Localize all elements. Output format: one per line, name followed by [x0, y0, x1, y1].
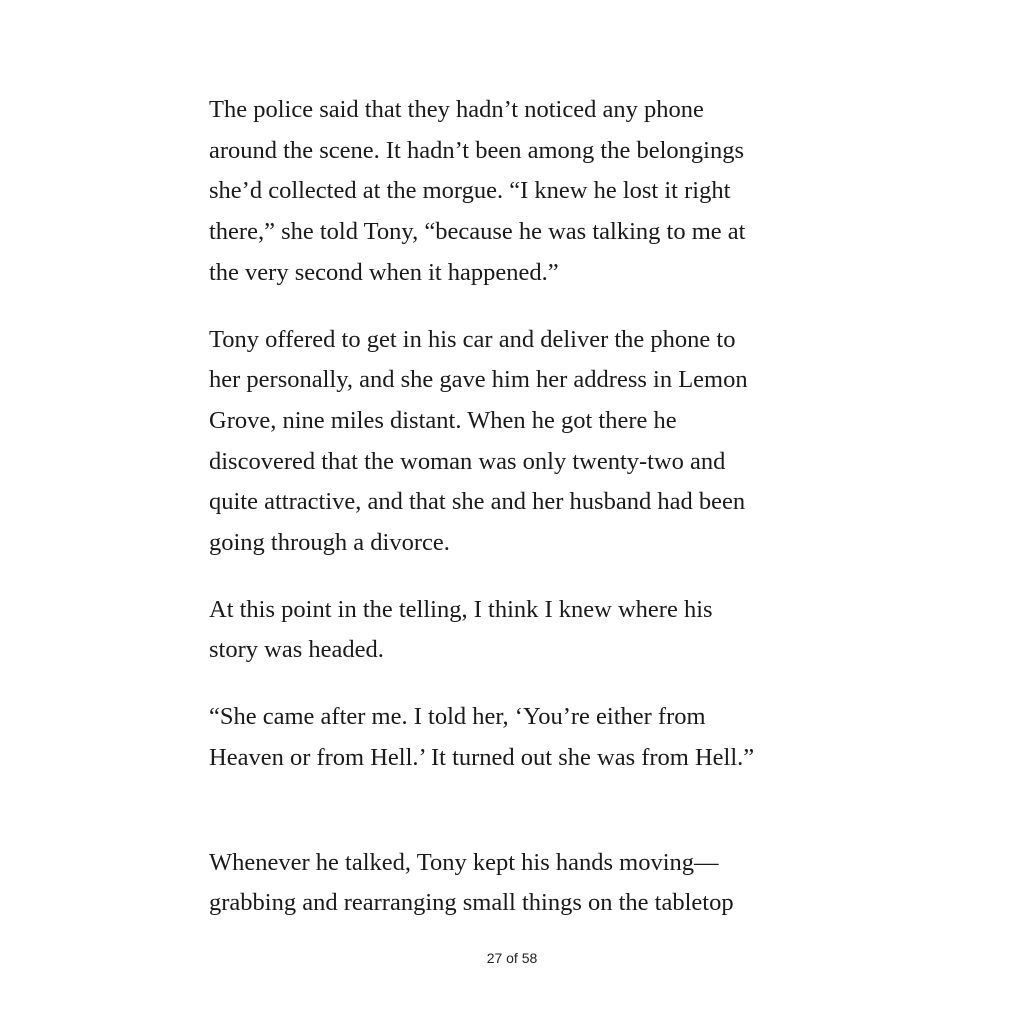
text-line: grabbing and rearranging small things on the tabletop	[209, 889, 734, 917]
paragraph	[209, 90, 829, 294]
text-line: The police said that they hadn’t noticed any phone	[209, 96, 704, 123]
text-line: Grove, nine miles distant. When he got there he	[209, 406, 677, 434]
text-line: her personally, and she gave him her address in Lemon	[209, 366, 748, 394]
text-line: discovered that the woman was only twenty-two and	[209, 447, 726, 475]
body-text	[209, 90, 829, 950]
text-line: quite attractive, and that she and her husband had been	[209, 488, 746, 516]
text-line: Tony offered to get in his car and deliver the phone to	[209, 325, 736, 353]
text-line: she’d collected at the morgue. “I knew he lost it right	[209, 177, 731, 205]
paragraph	[209, 843, 829, 924]
text-line: around the scene. It hadn’t been among the belongings	[209, 136, 744, 164]
text-line: the very second when it happened.”	[209, 258, 559, 286]
paragraph	[209, 590, 829, 671]
text-line: At this point in the telling, I think I knew where his	[209, 595, 713, 623]
paragraph	[209, 697, 829, 778]
page-indicator: 27 of 58	[486, 950, 538, 966]
paragraph	[209, 320, 829, 564]
text-line: Whenever he talked, Tony kept his hands moving—	[209, 848, 719, 876]
text-line: going through a divorce.	[209, 529, 450, 557]
text-line: Heaven or from Hell.’ It turned out she was from Hell.”	[209, 743, 755, 771]
section-break	[209, 805, 829, 843]
text-line: story was headed.	[209, 636, 384, 664]
text-line: there,” she told Tony, “because he was talking to me at	[209, 218, 746, 246]
text-line: “She came after me. I told her, ‘You’re either from	[209, 703, 706, 731]
